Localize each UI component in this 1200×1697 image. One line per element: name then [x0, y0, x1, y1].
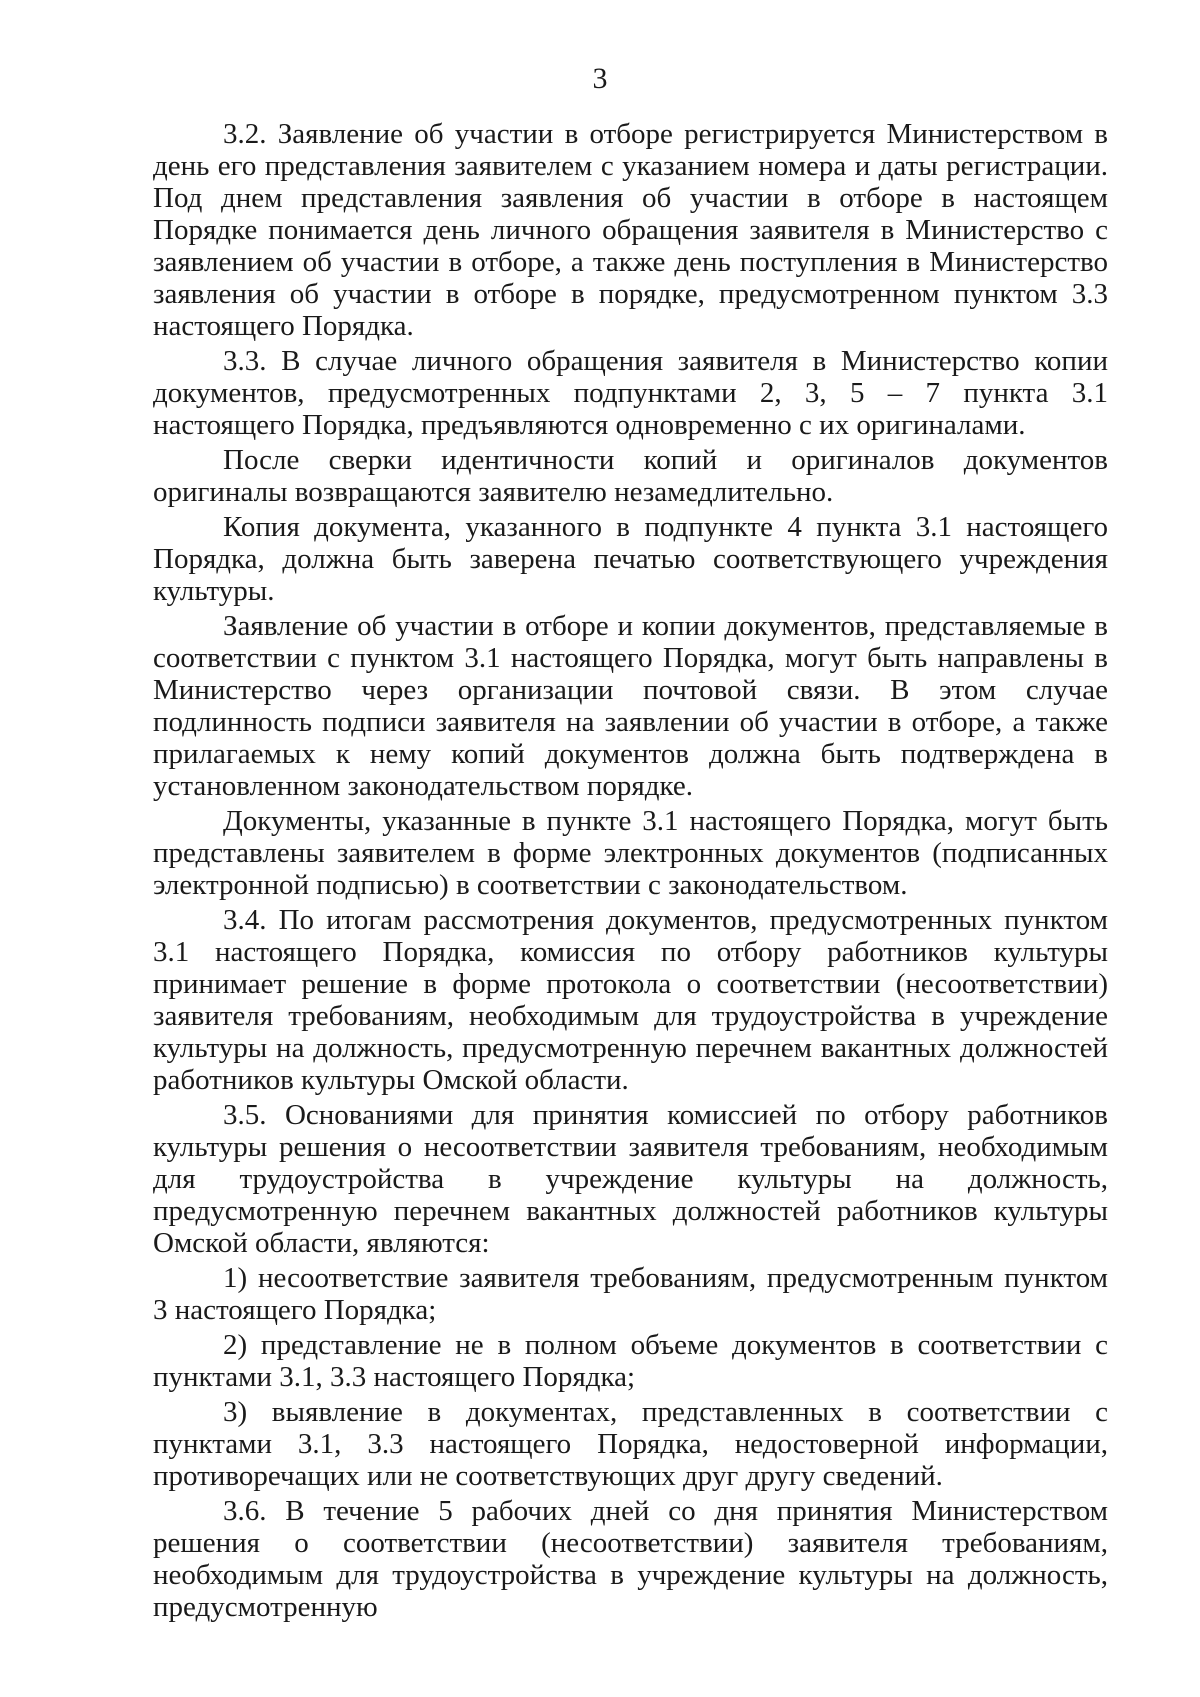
document-body [153, 118, 1108, 1626]
list-item-2: 2) представление не в полном объеме документов в соответствии с пунктами 3.1, 3.3 настоящего Порядка; [153, 1329, 1108, 1393]
list-item-1: 1) несоответствие заявителя требованиям, предусмотренным пунктом 3 настоящего Порядка; [153, 1262, 1108, 1326]
page-number: 3 [592, 62, 608, 95]
paragraph-3-6: 3.6. В течение 5 рабочих дней со дня принятия Министерством решения о соответствии (несоответствии) заявителя требованиям, необходимым для трудоустройства в учреждение культуры на должность, предусмотренную [153, 1495, 1108, 1623]
paragraph-3-5: 3.5. Основаниями для принятия комиссией по отбору работников культуры решения о несоответствии заявителя требованиям, необходимым для трудоустройства в учреждение культуры на должность, предусмотренную перечнем вакантных должностей работников культуры Омской области, являются: [153, 1099, 1108, 1259]
paragraph-3-3: 3.3. В случае личного обращения заявителя в Министерство копии документов, предусмотренных подпунктами 2, 3, 5 – 7 пункта 3.1 настоящего Порядка, предъявляются одновременно с их оригиналами. [153, 345, 1108, 441]
paragraph-3-2: 3.2. Заявление об участии в отборе регистрируется Министерством в день его представления заявителем с указанием номера и даты регистрации. Под днем представления заявления об участии в отборе в настоящем Порядке понимается день личного обращения заявителя в Министерство с заявлением об участии в отборе, а также день поступления в Министерство заявления об участии в отборе в порядке, предусмотренном пунктом 3.3 настоящего Порядка. [153, 118, 1108, 342]
paragraph-electronic-documents: Документы, указанные в пункте 3.1 настоящего Порядка, могут быть представлены заявителем в форме электронных документов (подписанных электронной подписью) в соответствии с законодательством. [153, 805, 1108, 901]
paragraph-verification: После сверки идентичности копий и оригиналов документов оригиналы возвращаются заявителю незамедлительно. [153, 444, 1108, 508]
paragraph-3-4: 3.4. По итогам рассмотрения документов, предусмотренных пунктом 3.1 настоящего Порядка, комиссия по отбору работников культуры принимает решение в форме протокола о соответствии (несоответствии) заявителя требованиям, необходимым для трудоустройства в учреждение культуры на должность, предусмотренную перечнем вакантных должностей работников культуры Омской области. [153, 904, 1108, 1096]
paragraph-copy-certification: Копия документа, указанного в подпункте 4 пункта 3.1 настоящего Порядка, должна быть заверена печатью соответствующего учреждения культуры. [153, 511, 1108, 607]
paragraph-postal-submission: Заявление об участии в отборе и копии документов, представляемые в соответствии с пунктом 3.1 настоящего Порядка, могут быть направлены в Министерство через организации почтовой связи. В этом случае подлинность подписи заявителя на заявлении об участии в отборе, а также прилагаемых к нему копий документов должна быть подтверждена в установленном законодательством порядке. [153, 610, 1108, 802]
list-item-3: 3) выявление в документах, представленных в соответствии с пунктами 3.1, 3.3 настоящего Порядка, недостоверной информации, противоречащих или не соответствующих друг другу сведений. [153, 1396, 1108, 1492]
